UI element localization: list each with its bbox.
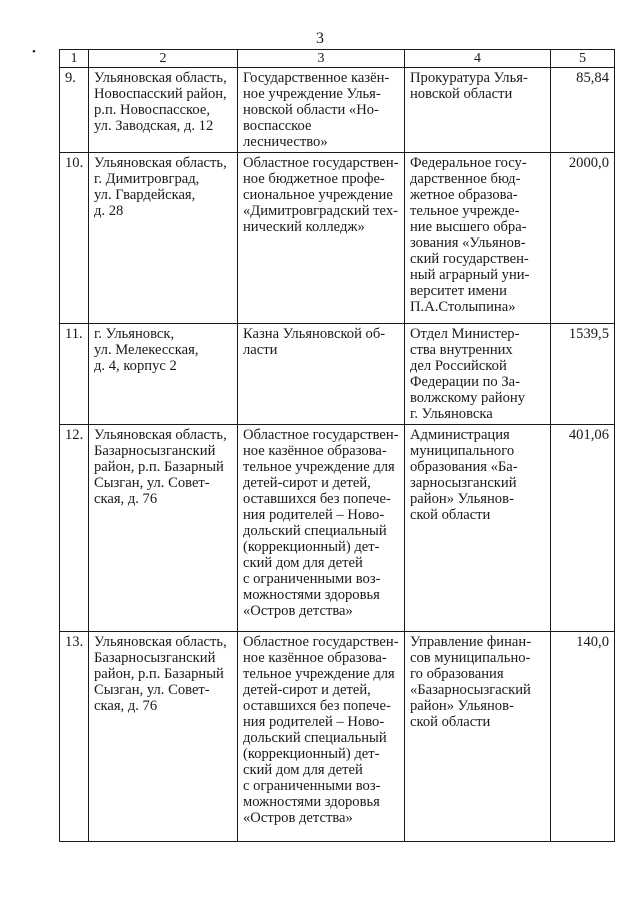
header-cell-2: 2 (89, 50, 238, 68)
recipient-cell-line: дарственное бюд- (410, 171, 521, 187)
holder-cell-line: с ограниченными воз- (243, 778, 381, 794)
page-number: 3 (316, 30, 324, 47)
holder-cell-line: дольский специальный (243, 523, 387, 539)
row-number: 12. (60, 425, 89, 632)
holder-cell (238, 153, 405, 324)
address-cell-line: р.п. Новоспасское, (94, 102, 211, 118)
address-cell-line: Ульяновская область, (94, 155, 227, 171)
holder-cell-line: новской области «Но- (243, 102, 379, 118)
holder-cell-line: ное учреждение Улья- (243, 86, 381, 102)
recipient-cell-line: тельное учрежде- (410, 203, 520, 219)
table-row (60, 153, 615, 324)
holder-cell-line: можностями здоровья (243, 794, 380, 810)
address-cell-line: ул. Мелекесская, (94, 342, 199, 358)
recipient-cell-line: Управление финан- (410, 634, 532, 650)
holder-cell-line: Казна Ульяновской об- (243, 326, 386, 342)
amount-cell: 85,84 (551, 68, 615, 153)
address-cell-line: Базарносызганский (94, 650, 216, 666)
recipient-cell-line: г. Ульяновска (410, 406, 493, 422)
margin-mark: • (32, 46, 36, 58)
address-cell-line: район, р.п. Базарный (94, 459, 224, 475)
recipient-cell-line: сов муниципально- (410, 650, 531, 666)
recipient-cell-line: дел Российской (410, 358, 507, 374)
holder-cell (238, 425, 405, 632)
row-number: 9. (60, 68, 89, 153)
amount-cell: 401,06 (551, 425, 615, 632)
address-cell-line: Базарносызганский (94, 443, 216, 459)
holder-cell-line: Областное государствен- (243, 427, 399, 443)
recipient-cell-line: ской области (410, 507, 491, 523)
address-cell-line: ул. Заводская, д. 12 (94, 118, 214, 134)
holder-cell (238, 632, 405, 842)
header-cell-5: 5 (551, 50, 615, 68)
recipient-cell-line: ный аграрный уни- (410, 267, 530, 283)
recipient-cell-line: район» Ульянов- (410, 491, 514, 507)
holder-cell-line: ное бюджетное профе- (243, 171, 385, 187)
address-cell-line: Сызган, ул. Совет- (94, 682, 210, 698)
holder-cell-line: Государственное казён- (243, 70, 390, 86)
recipient-cell-line: муниципального (410, 443, 515, 459)
holder-cell-line: Областное государствен- (243, 634, 399, 650)
address-cell (89, 153, 238, 324)
table-row (60, 632, 615, 842)
address-cell-line: Новоспасский район, (94, 86, 227, 102)
row-number: 11. (60, 324, 89, 425)
holder-cell-line: тельное учреждение для (243, 666, 395, 682)
address-cell-line: ул. Гвардейская, (94, 187, 196, 203)
address-cell (89, 425, 238, 632)
holder-cell-line: ский дом для детей (243, 555, 363, 571)
recipient-cell-line: Федеральное госу- (410, 155, 527, 171)
address-cell (89, 632, 238, 842)
holder-cell-line: «Остров детства» (243, 603, 353, 619)
holder-cell (238, 68, 405, 153)
address-cell-line: г. Димитровград, (94, 171, 200, 187)
recipient-cell-line: ский государствен- (410, 251, 529, 267)
holder-cell (238, 324, 405, 425)
recipient-cell-line: Федерации по За- (410, 374, 520, 390)
recipient-cell-line: образования «Ба- (410, 459, 518, 475)
holder-cell-line: ное казённое образова- (243, 650, 387, 666)
holder-cell-line: детей-сирот и детей, (243, 682, 371, 698)
row-number: 10. (60, 153, 89, 324)
recipient-cell-line: зования «Ульянов- (410, 235, 526, 251)
recipient-cell-line: волжскому району (410, 390, 526, 406)
address-cell-line: ская, д. 76 (94, 698, 158, 714)
recipient-cell (405, 324, 551, 425)
holder-cell-line: с ограниченными воз- (243, 571, 381, 587)
recipient-cell-line: ства внутренних (410, 342, 513, 358)
table-row (60, 425, 615, 632)
amount-cell: 140,0 (551, 632, 615, 842)
holder-cell-line: ласти (243, 342, 278, 358)
holder-cell-line: Областное государствен- (243, 155, 399, 171)
holder-cell-line: оставшихся без попече- (243, 698, 391, 714)
recipient-cell-line: ние высшего обра- (410, 219, 527, 235)
recipient-cell-line: го образования (410, 666, 504, 682)
address-cell-line: район, р.п. Базарный (94, 666, 224, 682)
address-cell-line: ская, д. 76 (94, 491, 158, 507)
recipient-cell-line: «Базарносызгаский (410, 682, 531, 698)
address-cell-line: д. 28 (94, 203, 124, 219)
holder-cell-line: сиональное учреждение (243, 187, 393, 203)
property-table (59, 49, 615, 842)
recipient-cell-line: верситет имени (410, 283, 507, 299)
recipient-cell-line: Администрация (410, 427, 510, 443)
holder-cell-line: «Остров детства» (243, 810, 353, 826)
header-cell-4: 4 (405, 50, 551, 68)
holder-cell-line: дольский специальный (243, 730, 387, 746)
amount-cell: 1539,5 (551, 324, 615, 425)
recipient-cell (405, 68, 551, 153)
header-cell-1: 1 (60, 50, 89, 68)
holder-cell-line: (коррекционный) дет- (243, 539, 380, 555)
recipient-cell-line: район» Ульянов- (410, 698, 514, 714)
address-cell (89, 324, 238, 425)
holder-cell-line: тельное учреждение для (243, 459, 395, 475)
recipient-cell-line: Отдел Министер- (410, 326, 520, 342)
holder-cell-line: ния родителей – Ново- (243, 714, 385, 730)
holder-cell-line: можностями здоровья (243, 587, 380, 603)
recipient-cell-line: П.А.Столыпина» (410, 299, 516, 315)
address-cell-line: д. 4, корпус 2 (94, 358, 177, 374)
recipient-cell-line: новской области (410, 86, 513, 102)
row-number: 13. (60, 632, 89, 842)
address-cell-line: г. Ульяновск, (94, 326, 175, 342)
address-cell-line: Сызган, ул. Совет- (94, 475, 210, 491)
recipient-cell-line: Прокуратура Улья- (410, 70, 528, 86)
table-row (60, 324, 615, 425)
recipient-cell (405, 632, 551, 842)
holder-cell-line: детей-сирот и детей, (243, 475, 371, 491)
address-cell-line: Ульяновская область, (94, 70, 227, 86)
address-cell-line: Ульяновская область, (94, 427, 227, 443)
holder-cell-line: ния родителей – Ново- (243, 507, 385, 523)
table-row (60, 68, 615, 153)
header-row (60, 50, 615, 68)
holder-cell-line: ное казённое образова- (243, 443, 387, 459)
recipient-cell (405, 425, 551, 632)
recipient-cell-line: жетное образова- (410, 187, 518, 203)
header-cell-3: 3 (238, 50, 405, 68)
holder-cell-line: нический колледж» (243, 219, 365, 235)
recipient-cell (405, 153, 551, 324)
recipient-cell-line: ской области (410, 714, 491, 730)
holder-cell-line: ский дом для детей (243, 762, 363, 778)
holder-cell-line: воспасское лесничество» (243, 118, 328, 150)
amount-cell: 2000,0 (551, 153, 615, 324)
holder-cell-line: оставшихся без попече- (243, 491, 391, 507)
recipient-cell-line: зарносызганский (410, 475, 517, 491)
holder-cell-line: «Димитровградский тех- (243, 203, 398, 219)
holder-cell-line: (коррекционный) дет- (243, 746, 380, 762)
address-cell-line: Ульяновская область, (94, 634, 227, 650)
address-cell (89, 68, 238, 153)
